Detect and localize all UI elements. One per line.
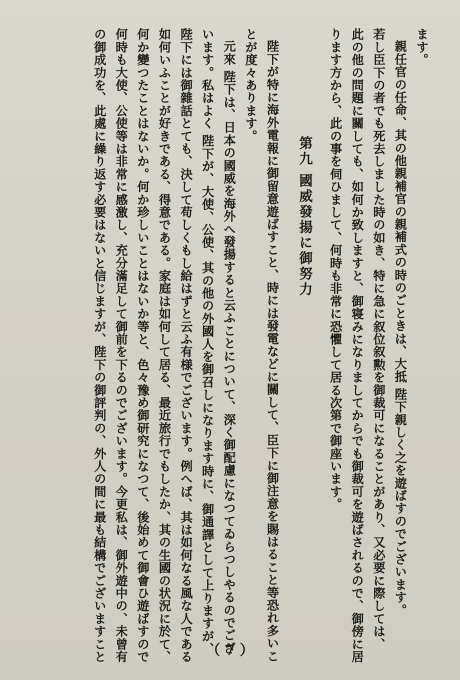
text-line: ます。	[415, 28, 429, 67]
text-line: 何時も大使、公使等は非常に感激し、充分滿足して御前を下るのでございます。今更私は、御外遊中の、未曾有	[114, 28, 129, 663]
text-line: 何か變つたことはないか。何か珍しいことはないか等と、色々豫め御研究になつて、後始めて御會ひ遊ばすので	[135, 28, 150, 663]
vertical-text-body	[22, 28, 432, 663]
text-line: 親任官の任命、其の他親補官の親補式の時のごときは、大抵 陛下親しく之を遊ばすのでございます。	[393, 40, 408, 617]
text-line: 如何いふことが好きである、得意である。家庭は如何して居る、最近旅行でもしたか、其の生國の状況に於て、	[157, 28, 172, 663]
text-line: 元來 陛下は、日本の國威を海外へ發揚すると云ふことについて、深く御配慮になつてゐらつしやるのでござ	[222, 40, 237, 655]
section-heading-block	[282, 28, 324, 618]
text-line: 若し臣下の者でも死去しました時の如き、特に急に叙位叙勲を御裁可になることがあり、又必要に際しては、	[371, 28, 386, 651]
text-line: 陛下には御雜話とても、決して苟しくもし給はずと云ふ有様でございます。例へば、其は如何なる風な人である	[179, 28, 194, 663]
text-line: 此の他の問題に關しても、如何か致しますと、御寝みになりましてからでも御裁可を遊ばされるので、御傍に居	[350, 28, 365, 663]
text-line: います。私はよく 陛下が、大使、公使、其の他の外國人を御召しになります時に、御通譯として上りますが、	[200, 28, 215, 656]
text-line: 陛下が特に海外電報に御留意遊ばすこと、時には發電などに關して、臣下に御注意を賜はること等恐れ多いこ	[265, 40, 280, 663]
text-line: の御成功を、此處に繰り返す必要はないと信じますが、陛下の御評判の、外人の間に最も結構でございますこと	[92, 28, 107, 663]
page-number: （ 7 ）	[206, 643, 254, 659]
text-line: ります方から、此の事を伺ひまして、何時も非常に恐懼して居る次第で御座います。	[328, 28, 343, 511]
section-heading: 第九 國威發揚に御努力	[296, 136, 313, 298]
text-line: とが度々あります。	[243, 28, 258, 143]
